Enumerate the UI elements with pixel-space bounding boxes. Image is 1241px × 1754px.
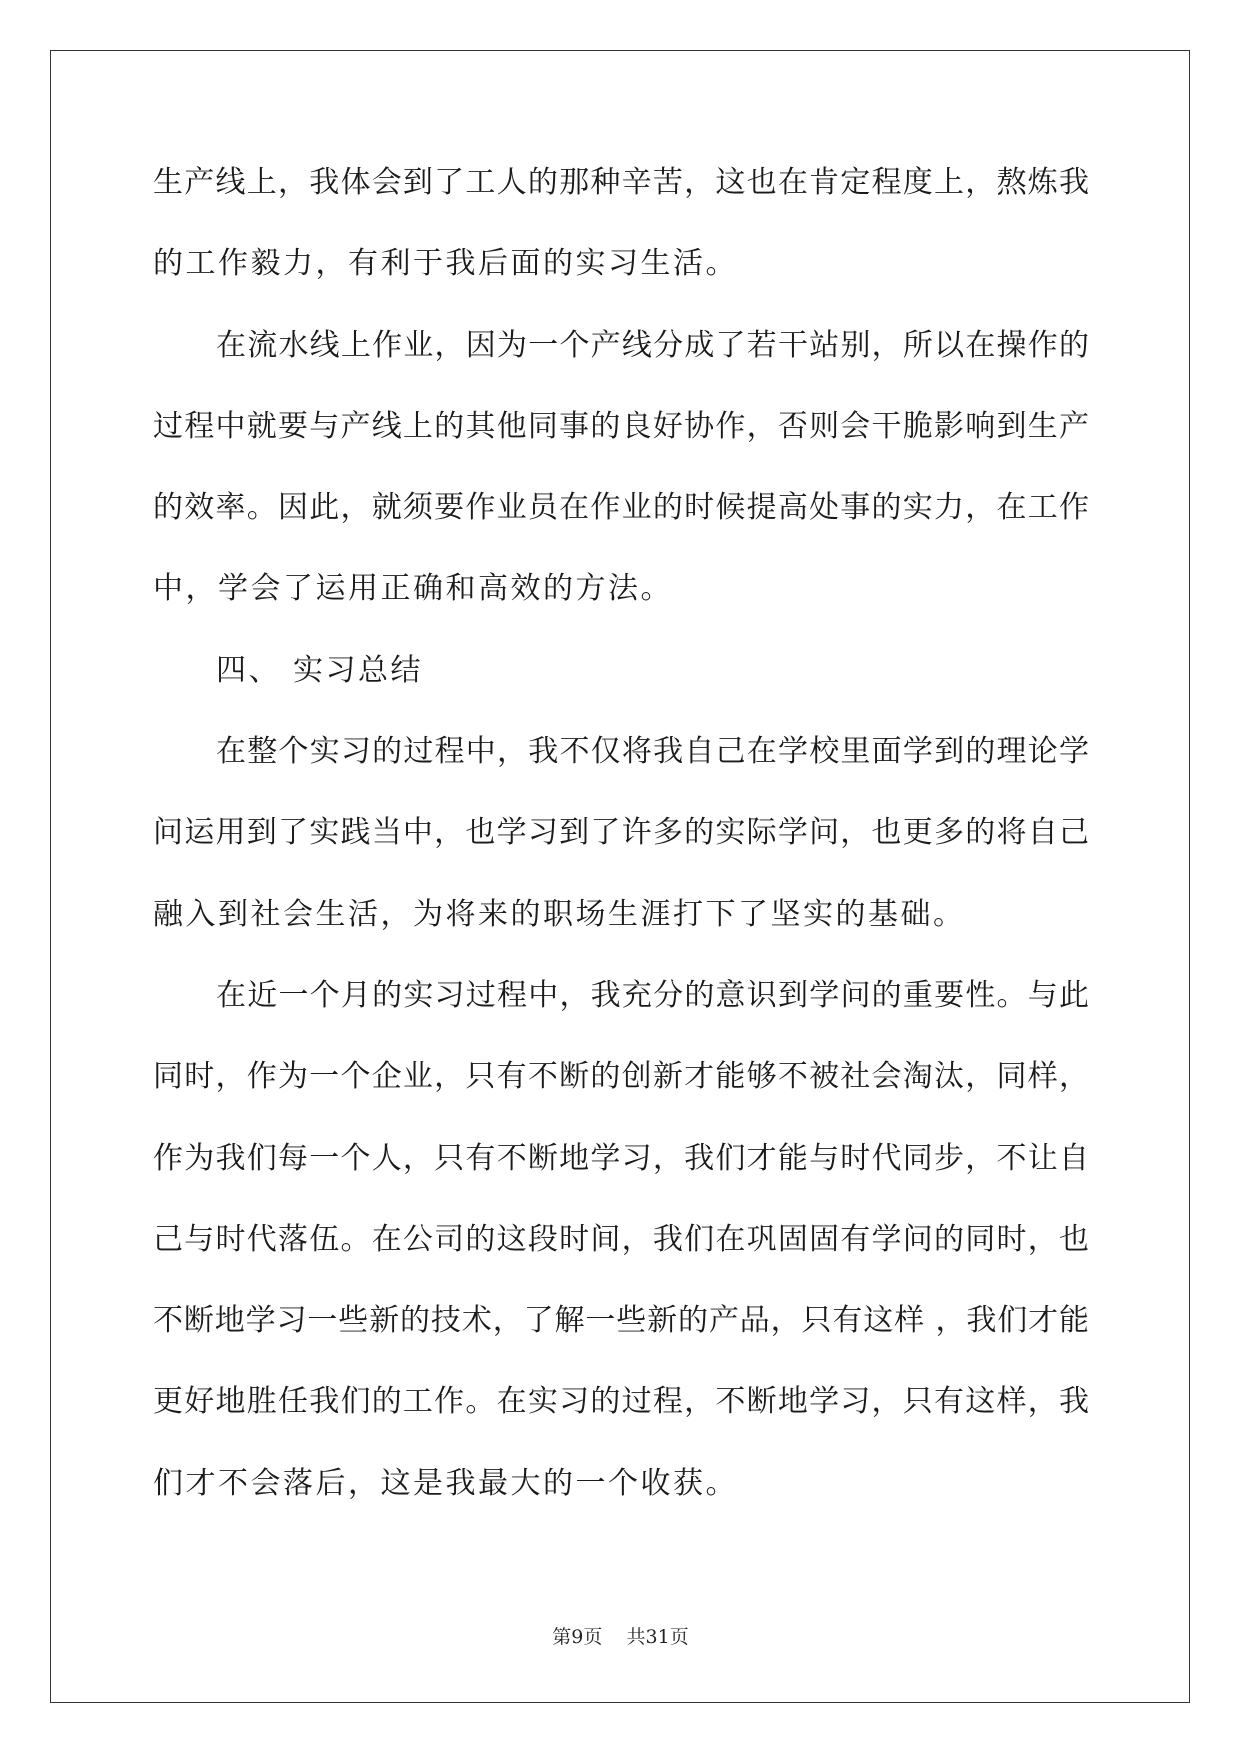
text-line: 在近一个月的实习过程中，我充分的意识到学问的重要性。与此 [216,977,1089,1013]
text-line: 作为我们每一个人，只有不断地学习，我们才能与时代同步，不让自 [153,1140,1089,1176]
text-line: 在流水线上作业，因为一个产线分成了若干站别，所以在操作的 [216,327,1089,363]
text-line: 们才不会落后，这是我最大的一个收获。 [153,1465,738,1501]
text-line: 的工作毅力，有利于我后面的实习生活。 [153,246,738,282]
text-line: 融入到社会生活，为将来的职场生涯打下了坚实的基础。 [153,896,966,932]
page-footer [0,1625,1241,1649]
document-body [153,162,1089,1544]
text-line: 不断地学习一些新的技术，了解一些新的产品，只有这样 ，我们才能 [153,1303,1089,1339]
text-line: 在整个实习的过程中，我不仅将我自己在学校里面学到的理论学 [216,734,1089,770]
page-total: 共31页 [626,1626,689,1648]
text-line: 中，学会了运用正确和高效的方法。 [153,571,673,607]
page-number: 第9页 [552,1626,603,1648]
text-line: 生产线上，我体会到了工人的那种辛苦，这也在肯定程度上，熬炼我 [153,165,1089,200]
text-line: 的效率。因此，就须要作业员在作业的时候提高处事的实力，在工作 [153,490,1089,526]
text-line: 问运用到了实践当中，也学习到了许多的实际学问，也更多的将自己 [153,815,1089,851]
text-line: 己与时代落伍。在公司的这段时间，我们在巩固固有学问的同时，也 [153,1221,1089,1257]
text-line: 过程中就要与产线上的其他同事的良好协作，否则会干脆影响到生产 [153,408,1089,444]
text-line: 同时，作为一个企业，只有不断的创新才能够不被社会淘汰，同样， [153,1059,1089,1095]
section-heading: 四、 实习总结 [216,652,424,688]
text-line: 更好地胜任我们的工作。在实习的过程，不断地学习，只有这样，我 [153,1384,1089,1420]
